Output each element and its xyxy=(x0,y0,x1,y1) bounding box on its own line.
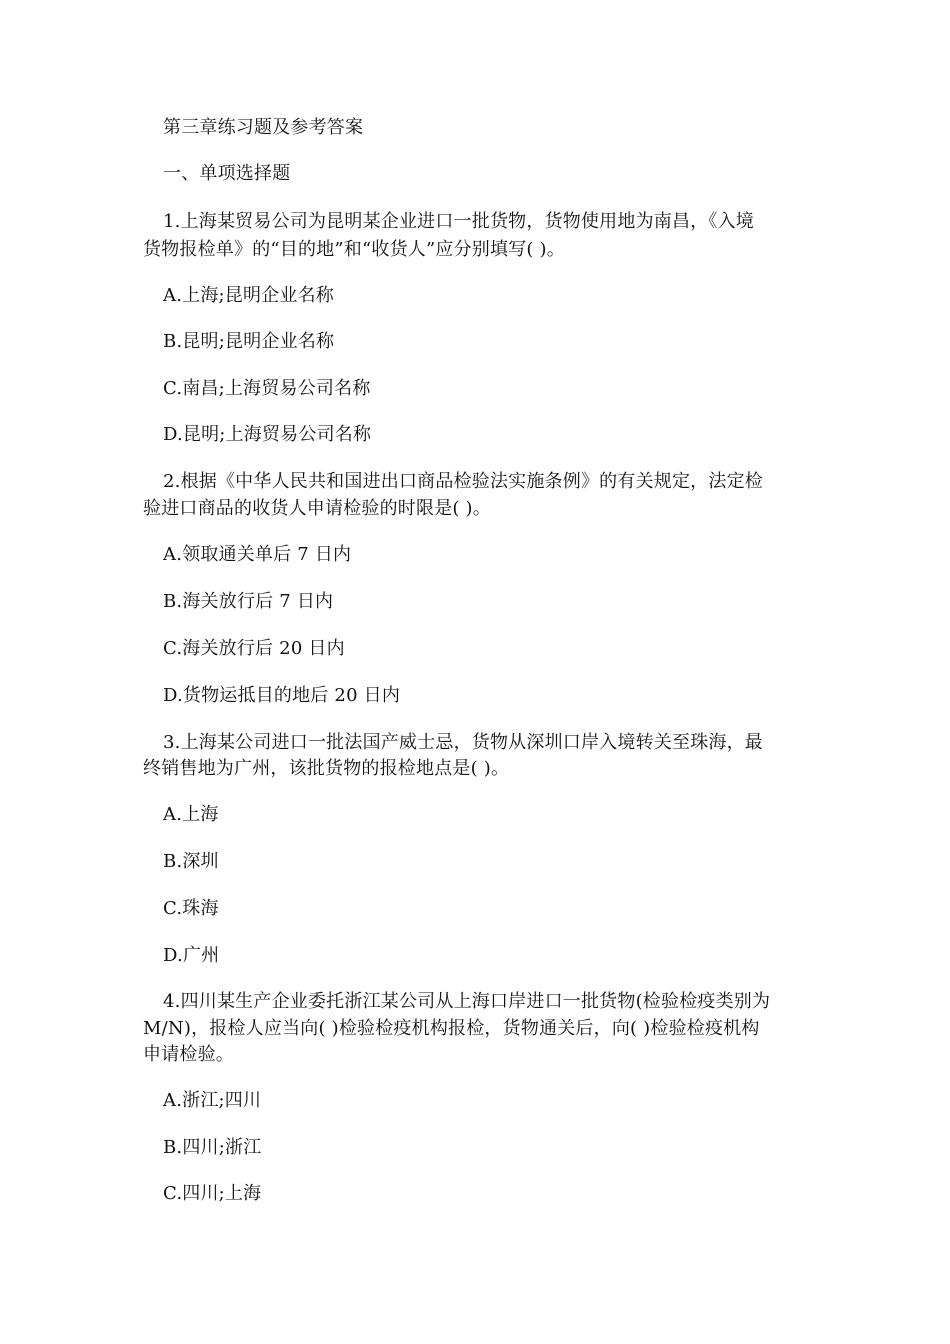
question-4-stem-line-3: 申请检验。 xyxy=(143,1044,234,1065)
question-2-option-c: C.海关放行后 20 日内 xyxy=(163,638,345,659)
question-3-option-b: B.深圳 xyxy=(163,851,219,872)
question-1-stem-line-1: 1.上海某贸易公司为昆明某企业进口一批货物，货物使用地为南昌，《入境 xyxy=(163,211,754,232)
question-4-stem-line-1: 4.四川某生产企业委托浙江某公司从上海口岸进口一批货物(检验检疫类别为 xyxy=(163,991,771,1012)
question-2-option-a: A.领取通关单后 7 日内 xyxy=(163,544,352,565)
question-4-option-a: A.浙江;四川 xyxy=(163,1090,262,1111)
question-1-option-a: A.上海;昆明企业名称 xyxy=(163,285,334,306)
document-title: 第三章练习题及参考答案 xyxy=(163,117,364,138)
question-2-stem-line-1: 2.根据《中华人民共和国进出口商品检验法实施条例》的有关规定，法定检 xyxy=(163,471,763,492)
question-2-option-d: D.货物运抵目的地后 20 日内 xyxy=(163,685,401,706)
question-4-stem-line-2: M/N)，报检人应当向( )检验检疫机构报检，货物通关后，向( )检验检疫机构 xyxy=(143,1018,760,1039)
question-1-option-d: D.昆明;上海贸易公司名称 xyxy=(163,424,372,445)
question-4-option-b: B.四川;浙江 xyxy=(163,1137,262,1158)
question-3-option-a: A.上海 xyxy=(163,804,219,825)
question-1-option-b: B.昆明;昆明企业名称 xyxy=(163,331,335,352)
question-2-stem-line-2: 验进口商品的收货人申请检验的时限是( )。 xyxy=(143,498,491,519)
question-3-option-c: C.珠海 xyxy=(163,898,219,919)
question-3-stem-line-2: 终销售地为广州，该批货物的报检地点是( )。 xyxy=(143,758,510,779)
question-1-stem-line-2: 货物报检单》的“目的地”和“收货人”应分别填写( )。 xyxy=(143,239,565,260)
question-4-option-c: C.四川;上海 xyxy=(163,1183,262,1204)
question-3-stem-line-1: 3.上海某公司进口一批法国产威士忌，货物从深圳口岸入境转关至珠海，最 xyxy=(163,732,763,753)
question-3-option-d: D.广州 xyxy=(163,945,220,966)
question-2-option-b: B.海关放行后 7 日内 xyxy=(163,591,334,612)
question-1-option-c: C.南昌;上海贸易公司名称 xyxy=(163,378,371,399)
section-heading: 一、单项选择题 xyxy=(163,163,291,184)
